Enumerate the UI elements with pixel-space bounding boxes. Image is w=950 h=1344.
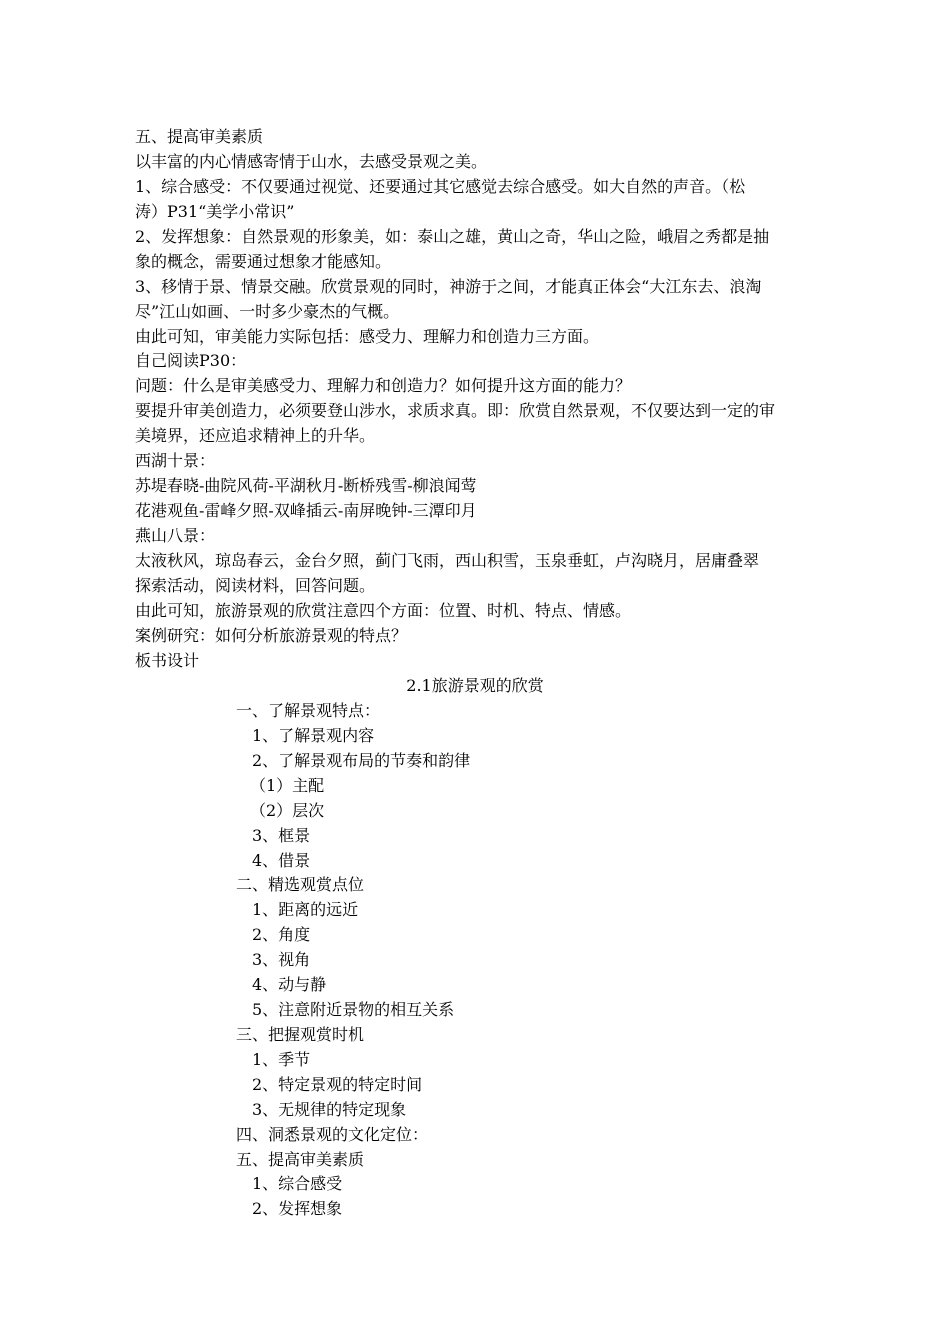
board-item: 4、动与静 bbox=[252, 975, 327, 994]
board-item: 5、注意附近景物的相互关系 bbox=[252, 1000, 455, 1019]
paragraph-line: 苏堤春晓-曲院风荷-平湖秋月-断桥残雪-柳浪闻莺 bbox=[135, 476, 477, 495]
paragraph-line: 问题：什么是审美感受力、理解力和创造力？如何提升这方面的能力？ bbox=[135, 376, 632, 395]
board-item: 1、距离的远近 bbox=[252, 900, 359, 919]
paragraph-line: 象的概念，需要通过想象才能感知。 bbox=[135, 252, 392, 271]
paragraph-line: 燕山八景： bbox=[135, 526, 216, 545]
paragraph-line: 2、发挥想象：自然景观的形象美，如：泰山之雄，黄山之奇，华山之险，峨眉之秀都是抽 bbox=[135, 227, 770, 246]
board-item: 2、角度 bbox=[252, 925, 311, 944]
section-heading: 五、提高审美素质 bbox=[135, 127, 264, 146]
board-item: 2、特定景观的特定时间 bbox=[252, 1075, 423, 1094]
paragraph-line: 板书设计 bbox=[135, 651, 200, 670]
board-item: 2、发挥想象 bbox=[252, 1199, 343, 1218]
paragraph-line: 花港观鱼-雷峰夕照-双峰插云-南屏晚钟-三潭印月 bbox=[135, 501, 477, 520]
board-item: 4、借景 bbox=[252, 851, 311, 870]
paragraph-line: 西湖十景： bbox=[135, 451, 216, 470]
paragraph-line: 1、综合感受：不仅要通过视觉、还要通过其它感觉去综合感受。如大自然的声音。（松 bbox=[135, 177, 746, 196]
board-item: 四、洞悉景观的文化定位： bbox=[236, 1125, 429, 1144]
board-item: 1、综合感受 bbox=[252, 1174, 343, 1193]
board-item: 一、了解景观特点： bbox=[236, 701, 381, 720]
paragraph-line: 探索活动，阅读材料，回答问题。 bbox=[135, 576, 376, 595]
board-item: 2、了解景观布局的节奏和韵律 bbox=[252, 751, 471, 770]
paragraph-line: 由此可知，旅游景观的欣赏注意四个方面：位置、时机、特点、情感。 bbox=[135, 601, 632, 620]
board-item: （2）层次 bbox=[250, 801, 325, 820]
board-item: 3、视角 bbox=[252, 950, 311, 969]
paragraph-line: 涛）P31“美学小常识” bbox=[135, 202, 295, 221]
paragraph-line: 尽”江山如画、一时多少豪杰的气概。 bbox=[135, 302, 400, 321]
board-item: 1、了解景观内容 bbox=[252, 726, 375, 745]
paragraph-line: 美境界，还应追求精神上的升华。 bbox=[135, 426, 376, 445]
board-item: 二、精选观赏点位 bbox=[236, 875, 365, 894]
paragraph-line: 以丰富的内心情感寄情于山水，去感受景观之美。 bbox=[135, 152, 488, 171]
board-item: 三、把握观赏时机 bbox=[236, 1025, 365, 1044]
board-item: 1、季节 bbox=[252, 1050, 311, 1069]
board-title: 2.1旅游景观的欣赏 bbox=[406, 676, 544, 695]
board-item: 3、无规律的特定现象 bbox=[252, 1100, 407, 1119]
board-item: 五、提高审美素质 bbox=[236, 1150, 365, 1169]
paragraph-line: 自己阅读P30： bbox=[135, 351, 247, 370]
board-item: （1）主配 bbox=[250, 776, 325, 795]
board-item: 3、框景 bbox=[252, 826, 311, 845]
paragraph-line: 太液秋风，琼岛春云，金台夕照，蓟门飞雨，西山积雪，玉泉垂虹，卢沟晓月，居庸叠翠 bbox=[135, 551, 760, 570]
paragraph-line: 3、移情于景、情景交融。欣赏景观的同时，神游于之间，才能真正体会“大江东去、浪淘 bbox=[135, 277, 762, 296]
paragraph-line: 由此可知，审美能力实际包括：感受力、理解力和创造力三方面。 bbox=[135, 327, 600, 346]
paragraph-line: 要提升审美创造力，必须要登山涉水，求质求真。即：欣赏自然景观，不仅要达到一定的审 bbox=[135, 401, 776, 420]
paragraph-line: 案例研究：如何分析旅游景观的特点？ bbox=[135, 626, 408, 645]
